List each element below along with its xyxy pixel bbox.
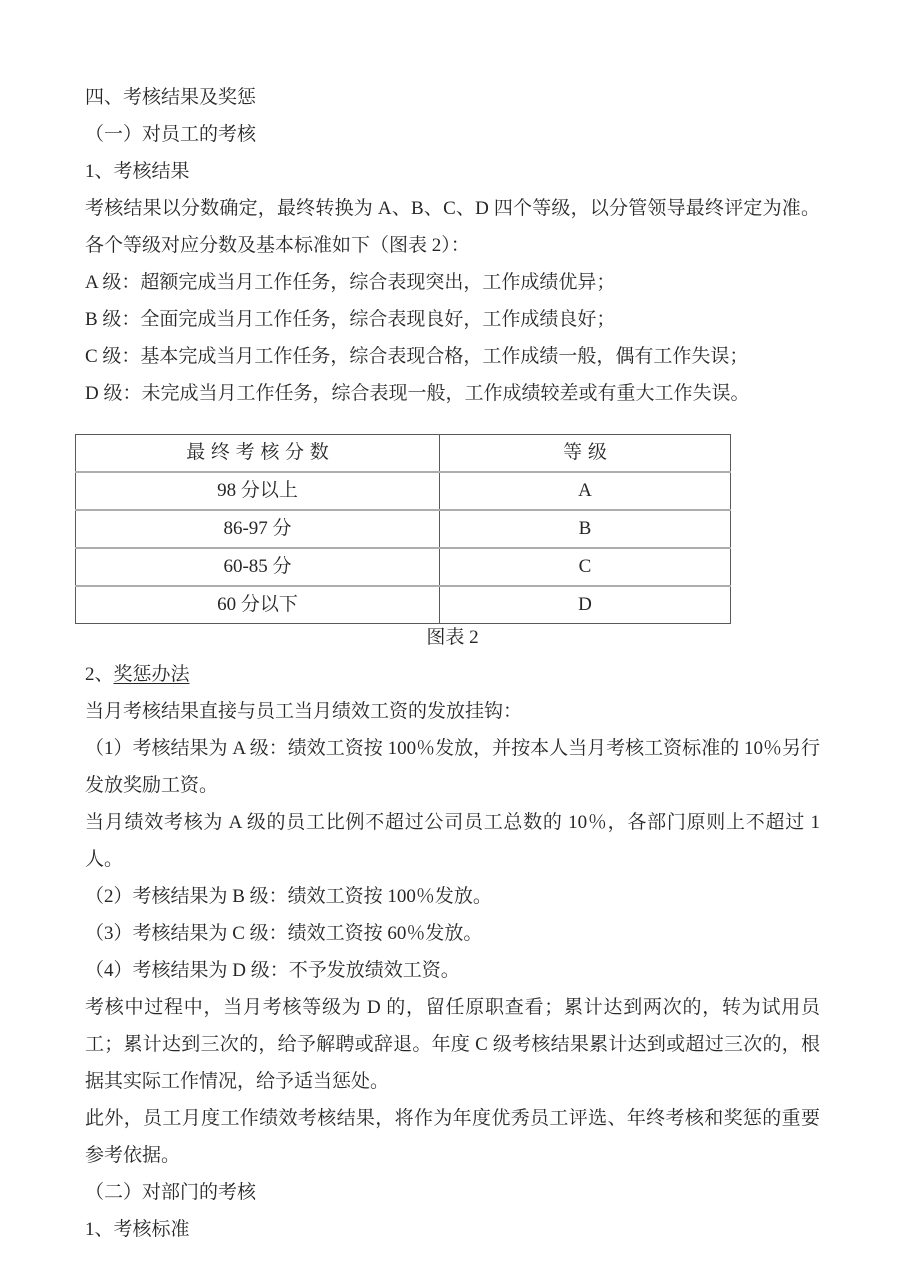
grade-a-desc: A 级：超额完成当月工作任务，综合表现突出，工作成绩优异； [85, 272, 616, 293]
grade-c-desc: C 级：基本完成当月工作任务，综合表现合格，工作成绩一般，偶有工作失误； [85, 346, 749, 367]
item-heading-rewards [85, 656, 820, 693]
table-header-row [76, 435, 731, 473]
para-rule-b: （2）考核结果为 B 级：绩效工资按 100％发放。 [85, 886, 492, 907]
para-rule-d: （4）考核结果为 D 级：不予发放绩效工资。 [85, 960, 460, 981]
rewards-heading-prefix: 2、 [85, 664, 114, 685]
score-grade-table [75, 434, 731, 624]
grade-b-desc: B 级：全面完成当月工作任务，综合表现良好，工作成绩良好； [85, 309, 616, 330]
table-cell-score-range: 98 分以上 [76, 472, 440, 510]
grade-d-desc: D 级：未完成当月工作任务，综合表现一般，工作成绩较差或有重大工作失误。 [85, 383, 750, 404]
table-cell-score-range: 86-97 分 [76, 510, 440, 548]
table-cell-grade: D [440, 586, 731, 624]
table-cell-grade: C [440, 548, 731, 586]
para-d-consequences: 考核中过程中，当月考核等级为 D 的，留任原职查看；累计达到两次的，转为试用员工；累计达到三次的，给予解聘或辞退。年度 C 级考核结果累计达到或超过三次的，根据其实际工作情况，给予适当惩处。 [85, 997, 820, 1092]
para-rule-a-limit: 当月绩效考核为 A 级的员工比例不超过公司员工总数的 10％，各部门原则上不超过 1 人。 [85, 812, 820, 870]
subsection-heading-employee: （一）对员工的考核 [85, 124, 257, 145]
table-cell-grade: B [440, 510, 731, 548]
section-heading-iv: 四、考核结果及奖惩 [85, 87, 257, 108]
rewards-heading-underlined: 奖惩办法 [113, 664, 190, 685]
table-cell-score-range: 60-85 分 [76, 548, 440, 586]
table-caption: 图表 2 [426, 627, 479, 648]
para-salary-link: 当月考核结果直接与员工当月绩效工资的发放挂钩： [85, 701, 523, 722]
table-header-grade: 等级 [440, 435, 731, 473]
item-heading-standards: 1、考核标准 [85, 1219, 190, 1240]
table-row [76, 586, 731, 624]
item-heading-results: 1、考核结果 [85, 161, 190, 182]
para-rule-c: （3）考核结果为 C 级：绩效工资按 60％发放。 [85, 923, 483, 944]
para-annual-reference: 此外，员工月度工作绩效考核结果，将作为年度优秀员工评选、年终考核和奖惩的重要参考依据。 [85, 1108, 820, 1166]
table-cell-grade: A [440, 472, 731, 510]
table-header-score: 最终考核分数 [76, 435, 440, 473]
subsection-heading-department: （二）对部门的考核 [85, 1182, 257, 1203]
table-row [76, 548, 731, 586]
table-row [76, 472, 731, 510]
score-grade-table-wrap [75, 434, 730, 624]
para-results-intro: 考核结果以分数确定，最终转换为 A、B、C、D 四个等级，以分管领导最终评定为准。各个等级对应分数及基本标准如下（图表 2）： [85, 198, 820, 256]
table-row [76, 510, 731, 548]
para-rule-a: （1）考核结果为 A 级：绩效工资按 100％发放，并按本人当月考核工资标准的 10％另行发放奖励工资。 [85, 738, 820, 796]
table-cell-score-range: 60 分以下 [76, 586, 440, 624]
